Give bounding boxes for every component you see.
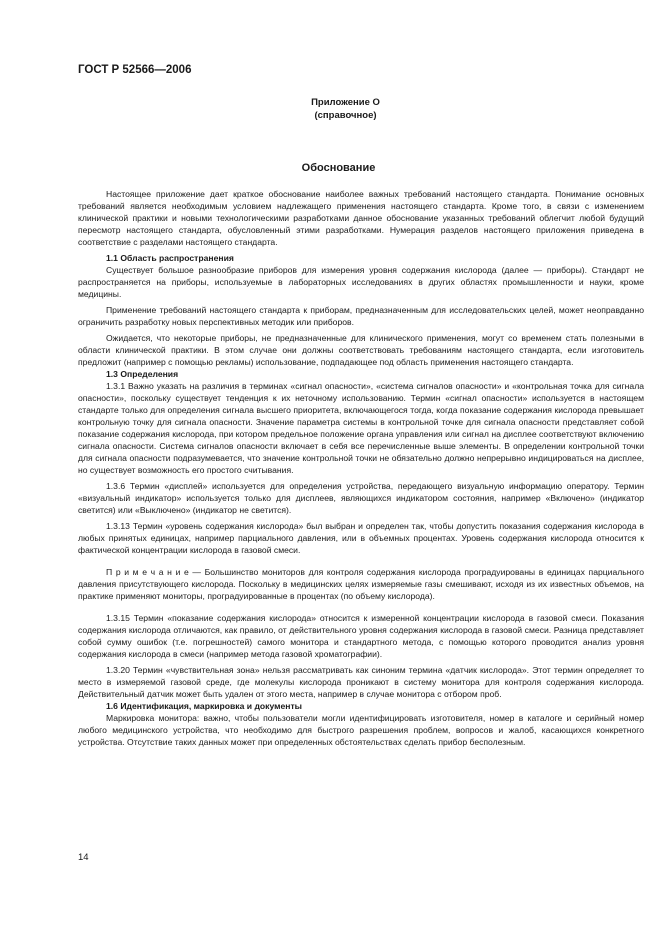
- page-number: 14: [78, 852, 89, 863]
- paragraph-def-1-3-1: 1.3.1 Важно указать на различия в терминах «сигнал опасности», «система сигналов опасности» и «контрольная точка для сигнала опасности», поскольку существует тенденция к их неточному использованию. Термин «сигнал опасности» используется в настоящем стандарте только для определения сигнала высшего приоритета, включающегося тогда, когда показание содержания кислорода превышает контрольную точку для сигнала опасности. Значение параметра системы в контрольной точке для сигнала опасности представляет собой показание содержания кислорода, при котором предельное положение органа управления или сигнал на дисплее соответствуют включению сигнала опасности. Система сигналов опасности включает в себя все перечисленные выше элементы. В определении контрольной точки для сигнала опасности подразумевается, что значение контрольной точки не обязательно должно непрерывно индицироваться на дисплее, но существует возможность его простого считывания.: [78, 381, 644, 475]
- appendix-subtitle: (справочное): [314, 110, 377, 121]
- note-label: П р и м е ч а н и е —: [106, 567, 202, 577]
- section-title: Обоснование: [301, 162, 376, 174]
- document-header: ГОСТ Р 52566—2006: [78, 64, 192, 76]
- heading-identification: 1.6 Идентификация, маркировка и документы: [106, 701, 302, 711]
- note-paragraph: [78, 566, 644, 602]
- appendix-heading: [0, 96, 661, 122]
- paragraph-def-1-3-15: 1.3.15 Термин «показание содержания кислорода» относится к измеренной концентрации кислорода в газовой смеси. Показания содержания кислорода отличаются, как правило, от действительного уровня содержания кислорода в газовой смеси. Разница представляет собой сумму ошибок (т.е. погрешностей) самого монитора и стандартного метода, с помощью которого проводится анализ уровня содержания кислорода в смеси (например метода газовой хроматографии).: [78, 613, 644, 659]
- paragraph-scope-3: Ожидается, что некоторые приборы, не предназначенные для клинического применения, могут со временем стать полезными в области клинической практики. В этом случае они должны соответствовать требованиям настоящего стандарта, если изготовитель предложит (например с помощью рекламы) использование, подпадающее под область применения настоящего стандарта.: [78, 333, 644, 367]
- paragraph-scope-2: Применение требований настоящего стандарта к приборам, предназначенным для исследовательских целей, может неоправданно ограничить разработку новых перспективных методик или приборов.: [78, 305, 644, 327]
- paragraph-def-1-3-13: 1.3.13 Термин «уровень содержания кислорода» был выбран и определен так, чтобы допустить показания содержания кислорода в любых принятых единицах, например парциального давления, или в объемных процентах. Уровень содержания кислорода относится к фактической концентрации кислорода в газовой смеси.: [78, 521, 644, 555]
- document-body: [78, 188, 644, 748]
- appendix-title: Приложение О: [311, 97, 380, 108]
- paragraph-marking: Маркировка монитора: важно, чтобы пользователи могли идентифицировать изготовителя, номер в каталоге и серийный номер любого медицинского устройства, что необходимо для быстрого разрешения проблем, вопросов и жалоб, касающихся конкретного устройства. Отсутствие таких данных может при определенных обстоятельствах сделать прибор бесполезным.: [78, 713, 644, 747]
- paragraph-scope-1: Существует большое разнообразие приборов для измерения уровня содержания кислорода (далее — приборы). Стандарт не распространяется на приборы, используемые в лабораторных исследованиях в других областях промышленности и науки, кроме медицины.: [78, 265, 644, 299]
- paragraph-def-1-3-6: 1.3.6 Термин «дисплей» используется для определения устройства, передающего визуальную информацию оператору. Термин «визуальный индикатор» используется только для дисплеев, являющихся индикатором состояния, например «Включено» (индикатор светится) или «Выключено» (индикатор не светится).: [78, 481, 644, 515]
- note-text: Большинство мониторов для контроля содержания кислорода проградуированы в единицах парциального давления присутствующего кислорода. Поскольку в медицинских целях измеряемые газы смешивают, исходя из их известных объемов, на практике применяют мониторы, проградуированные в процентах (по объему кислорода).: [78, 567, 645, 601]
- paragraph-def-1-3-20: 1.3.20 Термин «чувствительная зона» нельзя рассматривать как синоним термина «датчик кислорода». Этот термин определяет то место в измеряемой газовой среде, где молекулы кислорода проникают в систему монитора для контроля содержания кислорода. Действительный датчик может быть удален от этого места, например в случае монитора с отбором проб.: [78, 665, 644, 699]
- paragraph-intro: Настоящее приложение дает краткое обоснование наиболее важных требований настоящего стандарта. Понимание основных требований является необходимым условием надлежащего применения настоящего стандарта. Кроме того, в связи с изменением клинической практики и новыми технологическими разработками данное обоснование указанных требований облегчит любой будущий пересмотр настоящего стандарта, обусловленный этими разработками. Нумерация разделов настоящего приложения приведена в соответствие с разделами настоящего стандарта.: [78, 189, 644, 247]
- heading-scope: 1.1 Область распространения: [106, 253, 234, 263]
- heading-definitions: 1.3 Определения: [106, 369, 179, 379]
